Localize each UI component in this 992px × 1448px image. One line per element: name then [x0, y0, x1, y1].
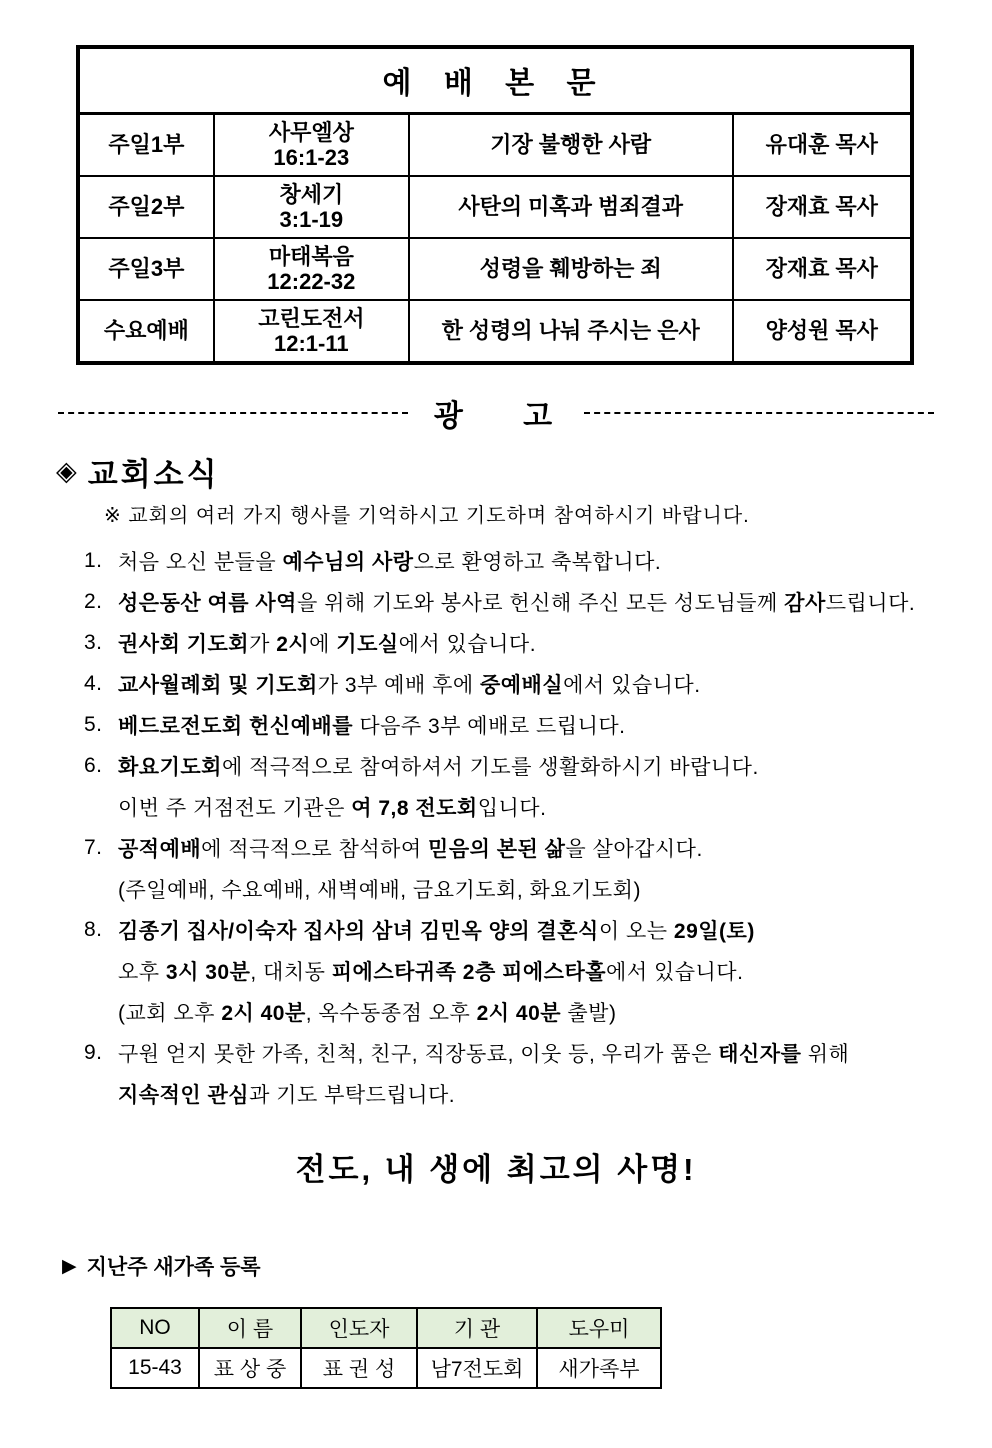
- table-cell: 표 권 성: [301, 1348, 417, 1388]
- announcement-number: 1.: [84, 548, 103, 572]
- announcement-line: [84, 663, 972, 704]
- announcement-line: [84, 540, 972, 581]
- announcement-number: 5.: [84, 712, 103, 736]
- announcement-line: [84, 622, 972, 663]
- worship-row: [80, 237, 910, 299]
- pastor-cell: 유대훈 목사: [732, 115, 910, 175]
- worship-table-rows: [80, 115, 910, 361]
- text-segment: 가 3부 예배 후에: [317, 673, 480, 697]
- text-segment: 드립니다.: [825, 591, 916, 615]
- announcement-number: 3.: [84, 630, 103, 654]
- announcement-line: [84, 950, 972, 991]
- text-segment: 지속적인 관심: [118, 1083, 250, 1107]
- text-segment: 권사회 기도회: [118, 632, 250, 656]
- sermon-title-cell: 한 성령의 나눠 주시는 은사: [408, 301, 732, 361]
- announcement-number: 4.: [84, 671, 103, 695]
- text-segment: 중예배실: [479, 673, 564, 697]
- announcement-text: [118, 833, 703, 863]
- service-cell: 주일1부: [108, 132, 185, 158]
- text-segment: 여 7,8 전도회: [351, 796, 478, 820]
- announcement-number: 7.: [84, 835, 103, 859]
- text-segment: 오후: [118, 960, 166, 984]
- announcement-line: [84, 786, 972, 827]
- text-segment: (주일예배, 수요예배, 새벽예배, 금요기도회, 화요기도회): [118, 878, 641, 902]
- announcement-text: [118, 874, 641, 904]
- table-row: [111, 1348, 661, 1388]
- text-segment: 예수님의 사랑: [282, 550, 414, 574]
- column-header: 도우미: [537, 1308, 661, 1348]
- announcement-line: [84, 827, 972, 868]
- announcement-text: [118, 710, 625, 740]
- new-family-body: [111, 1348, 661, 1388]
- column-header: 기 관: [417, 1308, 537, 1348]
- text-segment: 과 기도 부탁드립니다.: [249, 1083, 456, 1107]
- diamond-bullet-icon: ◈: [56, 456, 80, 486]
- announcement-text: [118, 1038, 849, 1068]
- text-segment: 에: [309, 632, 337, 656]
- text-segment: 성은동산 여름 사역: [118, 591, 297, 615]
- text-segment: 화요기도회: [118, 755, 222, 779]
- table-cell: 남7전도회: [417, 1348, 537, 1388]
- sermon-title-cell: 사탄의 미혹과 범죄결과: [408, 177, 732, 237]
- dashed-line-left: [58, 412, 408, 414]
- announcements-divider-label: 광 고: [433, 400, 579, 433]
- announcement-number: 6.: [84, 753, 103, 777]
- church-news-heading-label: 교회소식: [87, 457, 220, 492]
- text-segment: 감사: [784, 591, 826, 615]
- text-segment: 2시 40분: [221, 1001, 306, 1025]
- text-segment: 29일(토): [673, 919, 755, 943]
- sermon-title-cell: 성령을 훼방하는 죄: [408, 239, 732, 299]
- announcement-number: 9.: [84, 1040, 103, 1064]
- sermon-title-cell: 기장 불행한 사람: [408, 115, 732, 175]
- text-segment: (교회 오후: [118, 1001, 222, 1025]
- text-segment: 기도실: [336, 632, 399, 656]
- new-family-heading-label: 지난주 새가족 등록: [86, 1256, 261, 1279]
- text-segment: , 옥수동종점 오후: [305, 1001, 477, 1025]
- text-segment: 2시: [276, 632, 310, 656]
- worship-table: [76, 45, 914, 365]
- announcement-list: [84, 540, 972, 1114]
- text-segment: 위해: [801, 1042, 850, 1066]
- scripture-verse: 12:1-11: [274, 331, 349, 356]
- table-cell: 15-43: [111, 1348, 199, 1388]
- text-segment: 교사월례회 및 기도회: [118, 673, 318, 697]
- triangle-bullet-icon: ▶: [62, 1255, 77, 1277]
- column-header: 인도자: [301, 1308, 417, 1348]
- scripture-book: 마태복음: [268, 243, 354, 269]
- church-news-note: ※ 교회의 여러 가지 행사를 기억하시고 기도하며 참여하시기 바랍니다.: [104, 505, 750, 527]
- new-family-header-row: [111, 1308, 661, 1348]
- scripture-cell: [213, 301, 408, 361]
- announcement-number: 8.: [84, 917, 103, 941]
- announcement-line: [84, 909, 972, 950]
- announcement-number: 2.: [84, 589, 103, 613]
- dashed-line-right: [584, 412, 934, 414]
- scripture-verse: 3:1-19: [279, 207, 344, 232]
- table-cell: 표 상 중: [199, 1348, 301, 1388]
- column-header: 이 름: [199, 1308, 301, 1348]
- text-segment: 처음 오신 분들을: [118, 550, 283, 574]
- text-segment: , 대치동: [250, 960, 332, 984]
- scripture-cell: [213, 239, 408, 299]
- worship-row: [80, 115, 910, 175]
- announcement-line: [84, 745, 972, 786]
- service-cell: 수요예배: [103, 318, 189, 344]
- announcement-line: [84, 581, 972, 622]
- announcement-text: [118, 915, 755, 945]
- scripture-book: 사무엘상: [268, 119, 354, 145]
- announcement-text: [118, 997, 616, 1027]
- text-segment: 다음주 3부 예배로 드립니다.: [352, 714, 626, 738]
- scripture-book: 고린도전서: [258, 305, 365, 331]
- text-segment: 에서 있습니다.: [563, 673, 701, 697]
- text-segment: 태신자를: [718, 1042, 802, 1066]
- table-cell: 새가족부: [537, 1348, 661, 1388]
- text-segment: 2시 40분: [476, 1001, 562, 1025]
- new-family-heading: [62, 1251, 992, 1281]
- text-segment: 입니다.: [477, 796, 547, 820]
- text-segment: 피에스타귀족 2층 피에스타홀: [331, 960, 607, 984]
- text-segment: 가: [249, 632, 277, 656]
- scripture-verse: 16:1-23: [273, 145, 350, 170]
- text-segment: 에서 있습니다.: [398, 632, 537, 656]
- text-segment: 3시 30분: [165, 960, 251, 984]
- announcement-text: [118, 587, 915, 617]
- announcement-line: [84, 704, 972, 745]
- announcement-text: [118, 1079, 455, 1109]
- worship-row: [80, 299, 910, 361]
- text-segment: 에 적극적으로 참여하셔서 기도를 생활화하시기 바랍니다.: [221, 755, 759, 779]
- announcement-text: [118, 956, 743, 986]
- text-segment: 공적예배: [118, 837, 202, 861]
- text-segment: 베드로전도회 헌신예배를: [118, 714, 353, 738]
- text-segment: 을 위해 기도와 봉사로 헌신해 주신 모든 성도님들께: [296, 591, 785, 615]
- announcement-text: [118, 751, 759, 781]
- announcement-text: [118, 628, 536, 658]
- scripture-book: 창세기: [279, 181, 344, 207]
- new-family-table: [110, 1307, 662, 1389]
- evangelism-slogan: 전도, 내 생에 최고의 사명!: [295, 1152, 697, 1187]
- service-cell: 주일3부: [108, 256, 185, 282]
- pastor-cell: 장재효 목사: [732, 177, 910, 237]
- announcements-divider: [58, 391, 934, 435]
- announcement-line: [84, 1073, 972, 1114]
- service-cell: 주일2부: [108, 194, 185, 220]
- text-segment: 이번 주 거점전도 기관은: [118, 796, 352, 820]
- worship-row: [80, 175, 910, 237]
- scripture-cell: [213, 115, 408, 175]
- announcement-line: [84, 868, 972, 909]
- announcement-line: [84, 1032, 972, 1073]
- announcement-text: [118, 669, 701, 699]
- text-segment: 에 적극적으로 참석하여: [201, 837, 429, 861]
- text-segment: 에서 있습니다.: [606, 960, 744, 984]
- text-segment: 을 살아갑시다.: [565, 837, 703, 861]
- text-segment: 구원 얻지 못한 가족, 친척, 친구, 직장동료, 이웃 등, 우리가 품은: [118, 1042, 719, 1066]
- scripture-cell: [213, 177, 408, 237]
- column-header: NO: [111, 1308, 199, 1348]
- text-segment: 믿음의 본된 삶: [428, 837, 566, 861]
- pastor-cell: 장재효 목사: [732, 239, 910, 299]
- text-segment: 이 오는: [598, 919, 674, 943]
- announcement-text: [118, 792, 546, 822]
- pastor-cell: 양성원 목사: [732, 301, 910, 361]
- scripture-verse: 12:22-32: [267, 269, 356, 294]
- text-segment: 출발): [561, 1001, 617, 1025]
- announcement-line: [84, 991, 972, 1032]
- worship-table-title: 예 배 본 문: [80, 49, 910, 115]
- church-news-heading: [56, 449, 992, 494]
- text-segment: 으로 환영하고 축복합니다.: [413, 550, 662, 574]
- text-segment: 김종기 집사/이숙자 집사의 삼녀 김민옥 양의 결혼식: [118, 919, 599, 943]
- announcement-text: [118, 546, 661, 576]
